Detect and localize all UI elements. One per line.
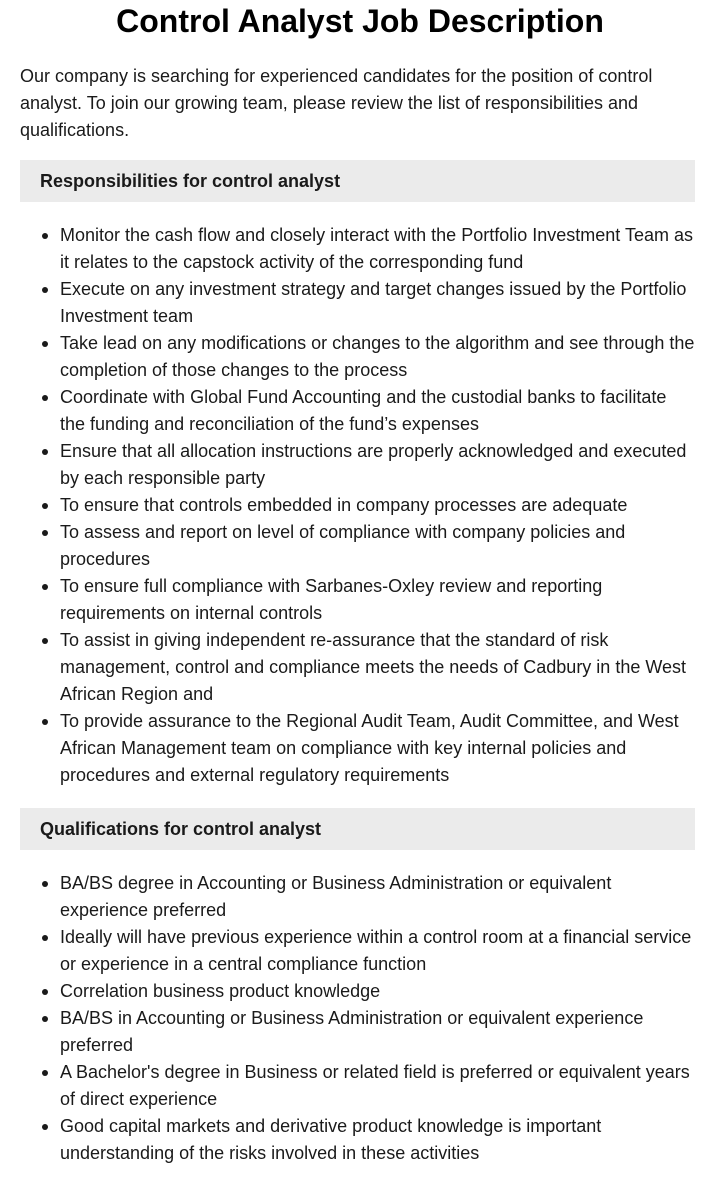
list-item: To ensure that controls embedded in company processes are adequate: [60, 492, 695, 519]
qualifications-heading: Qualifications for control analyst: [20, 808, 695, 850]
intro-paragraph: Our company is searching for experienced candidates for the position of control analyst. To join our growing team, please review the list of responsibilities and qualifications.: [20, 66, 653, 140]
list-item: BA/BS degree in Accounting or Business Administration or equivalent experience preferred: [60, 870, 695, 924]
list-item: BA/BS in Accounting or Business Administration or equivalent experience preferred: [60, 1005, 695, 1059]
list-item: To assess and report on level of compliance with company policies and procedures: [60, 519, 695, 573]
list-item: To ensure full compliance with Sarbanes-Oxley review and reporting requirements on internal controls: [60, 573, 695, 627]
list-item: Execute on any investment strategy and target changes issued by the Portfolio Investment team: [60, 276, 695, 330]
list-item: Ensure that all allocation instructions are properly acknowledged and executed by each responsible party: [60, 438, 695, 492]
list-item: A Bachelor's degree in Business or related field is preferred or equivalent years of direct experience: [60, 1059, 695, 1113]
list-item: Coordinate with Global Fund Accounting and the custodial banks to facilitate the funding and reconciliation of the fund’s expenses: [60, 384, 695, 438]
list-item: Take lead on any modifications or changes to the algorithm and see through the completion of those changes to the process: [60, 330, 695, 384]
list-item: Correlation business product knowledge: [60, 978, 695, 1005]
list-item: Monitor the cash flow and closely interact with the Portfolio Investment Team as it relates to the capstock activity of the corresponding fund: [60, 222, 695, 276]
list-item: To provide assurance to the Regional Audit Team, Audit Committee, and West African Management team on compliance with key internal policies and procedures and external regulatory requirements: [60, 708, 695, 789]
qualifications-list: [0, 870, 720, 1167]
page-title: Control Analyst Job Description: [116, 3, 604, 39]
list-item: Ideally will have previous experience within a control room at a financial service or experience in a central compliance function: [60, 924, 695, 978]
responsibilities-list: [0, 222, 720, 789]
list-item: To assist in giving independent re-assurance that the standard of risk management, control and compliance meets the needs of Cadbury in the West African Region and: [60, 627, 695, 708]
list-item: Good capital markets and derivative product knowledge is important understanding of the risks involved in these activities: [60, 1113, 695, 1167]
responsibilities-heading: Responsibilities for control analyst: [20, 160, 695, 202]
